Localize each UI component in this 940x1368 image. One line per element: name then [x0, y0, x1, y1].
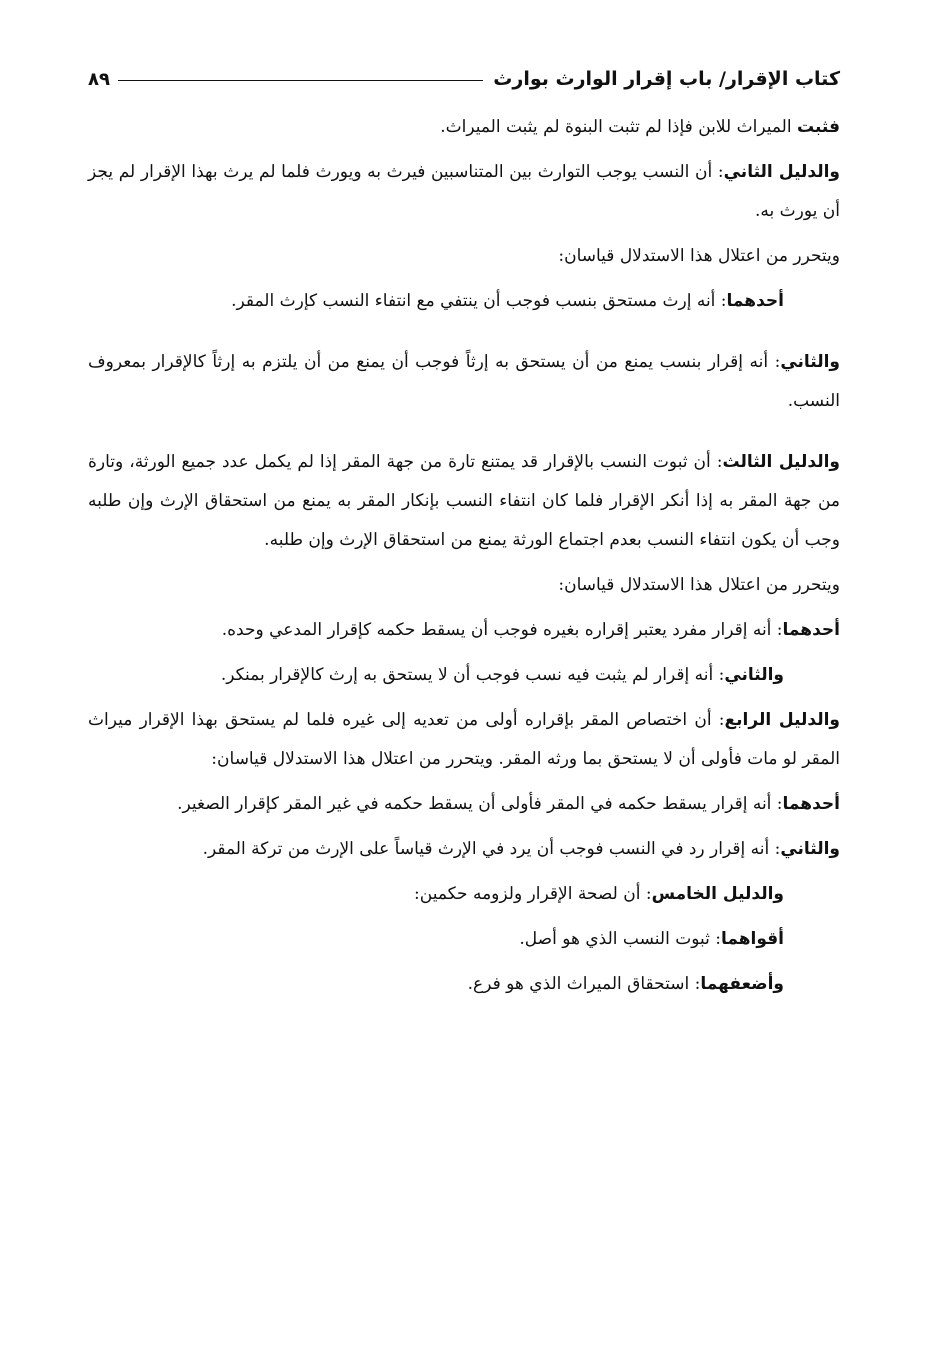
paragraph-5 [88, 343, 840, 421]
paragraph-label: والثاني [724, 665, 784, 685]
paragraph-label: وأضعفهما [700, 974, 784, 994]
header-title: كتاب الإقرار/ باب إقرار الوارث بوارث [493, 68, 840, 90]
paragraph-label: أحدهما [782, 794, 840, 814]
paragraph-13 [88, 875, 840, 914]
paragraph-text: : أنه إقرار رد في النسب فوجب أن يرد في الإرث قياساً على الإرث من تركة المقر. [202, 839, 781, 859]
paragraph-text: : أن اختصاص المقر بإقراره أولى من تعديه إلى غيره فلما لم يستحق بهذا الإقرار ميراث المقر لو مات فأولى أن لا يستحق بما ورثه المقر. ويتحرر من اعتلال هذا الاستدلال قياسان: [88, 710, 840, 769]
paragraph-text: : أنه إرث مستحق بنسب فوجب أن ينتفي مع انتفاء النسب كإرث المقر. [231, 291, 727, 311]
paragraph-2 [88, 153, 840, 231]
paragraph-12 [88, 830, 840, 869]
paragraph-text: : ثبوت النسب الذي هو أصل. [519, 929, 721, 949]
paragraph-8 [88, 611, 840, 650]
paragraph-text: : أنه إقرار يسقط حكمه في المقر فأولى أن يسقط حكمه في غير المقر كإقرار الصغير. [177, 794, 783, 814]
paragraph-11 [88, 785, 840, 824]
header-rule [118, 80, 483, 81]
paragraph-text: : أنه إقرار لم يثبت فيه نسب فوجب أن لا يستحق به إرث كالإقرار بمنكر. [220, 665, 725, 685]
paragraph-4 [88, 282, 840, 321]
paragraph-label: أحدهما [726, 291, 784, 311]
paragraph-text: ويتحرر من اعتلال هذا الاستدلال قياسان: [558, 575, 840, 595]
paragraph-text: : أن ثبوت النسب بالإقرار قد يمتنع تارة من جهة المقر إذا لم يكمل عدد جميع الورثة، وتارة من جهة المقر به إذا أنكر الإقرار فلما كان انتفاء النسب بإنكار المقر به يمنع من استحقاق الإرث وإن طلبه وجب أن يكون انتفاء النسب بعدم اجتماع الورثة يمنع من استحقاق الإرث وإن طلبه. [88, 452, 840, 550]
paragraph-7 [88, 566, 840, 605]
paragraph-text: : أنه إقرار بنسب يمنع من أن يستحق به إرثاً فوجب أن يمنع من أن يلتزم به إرثاً كالإقرار بمعروف النسب. [88, 352, 840, 411]
paragraph-label: والدليل الثاني [723, 162, 840, 182]
paragraph-label: والدليل الخامس [651, 884, 784, 904]
paragraph-3 [88, 237, 840, 276]
paragraph-label: والدليل الثالث [722, 452, 840, 472]
paragraph-label: أحدهما [782, 620, 840, 640]
paragraph-label: والدليل الرابع [724, 710, 840, 730]
paragraph-6 [88, 443, 840, 560]
paragraph-14 [88, 920, 840, 959]
paragraph-label: والثاني [780, 352, 840, 372]
paragraph-text: : أن النسب يوجب التوارث بين المتناسبين فيرث به ويورث فلما لم يرث بهذا الإقرار لم يجز أن يورث به. [88, 162, 840, 221]
paragraph-label: أقواهما [720, 929, 784, 949]
paragraph-text: : أن لصحة الإقرار ولزومه حكمين: [414, 884, 652, 904]
page-number: ٨٩ [88, 68, 110, 90]
page-body [88, 108, 840, 1004]
paragraph-text: : استحقاق الميراث الذي هو فرع. [467, 974, 701, 994]
paragraph-9 [88, 656, 840, 695]
paragraph-text: : أنه إقرار مفرد يعتبر إقراره بغيره فوجب أن يسقط حكمه كإقرار المدعي وحده. [221, 620, 783, 640]
paragraph-10 [88, 701, 840, 779]
paragraph-15 [88, 965, 840, 1004]
paragraph-label: فثبت [796, 117, 840, 137]
paragraph-text: الميراث للابن فإذا لم تثبت البنوة لم يثبت الميراث. [440, 117, 797, 137]
paragraph-label: والثاني [780, 839, 840, 859]
paragraph-text: ويتحرر من اعتلال هذا الاستدلال قياسان: [558, 246, 840, 266]
running-header [88, 62, 840, 96]
paragraph-1 [88, 108, 840, 147]
